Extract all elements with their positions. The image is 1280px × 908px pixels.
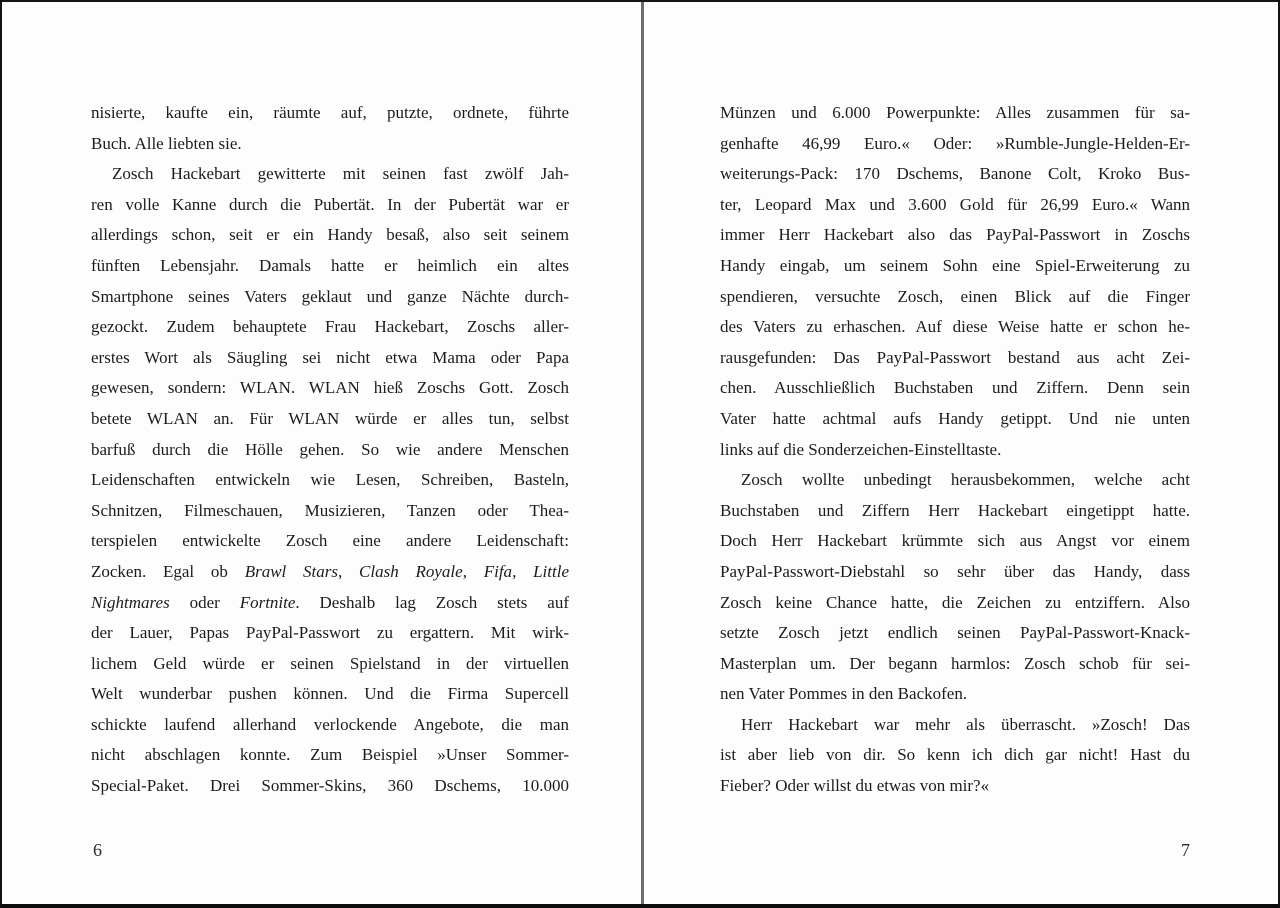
text-line: Doch Herr Hackebart krümmte sich aus Angst vor einem bbox=[720, 531, 1190, 551]
text-line: des Vaters zu erhaschen. Auf diese Weise hatte er schon he- bbox=[720, 317, 1190, 337]
text-line: Herr Hackebart war mehr als überrascht. »Zosch! Das bbox=[741, 714, 1190, 734]
text-line: Münzen und 6.000 Powerpunkte: Alles zusammen für sa- bbox=[720, 103, 1190, 122]
text-line: Zocken. Egal ob Brawl Stars, Clash Royale, Fifa, Little bbox=[91, 561, 569, 581]
text-line: barfuß durch die Hölle gehen. So wie andere Menschen bbox=[91, 439, 569, 459]
text-line: Schnitzen, Filmeschauen, Musizieren, Tanzen oder Thea- bbox=[91, 500, 569, 520]
text-line: Zosch Hackebart gewitterte mit seinen fast zwölf Jah- bbox=[112, 164, 569, 184]
left-page bbox=[2, 2, 641, 904]
text-line: immer Herr Hackebart also das PayPal-Passwort in Zoschs bbox=[720, 225, 1190, 245]
text-line: PayPal-Passwort-Diebstahl so sehr über das Handy, dass bbox=[720, 561, 1190, 581]
text-line: Vater hatte achtmal aufs Handy getippt. Und nie unten bbox=[720, 408, 1190, 428]
text-line: ter, Leopard Max und 3.600 Gold für 26,99 Euro.« Wann bbox=[720, 194, 1190, 214]
text-line: rausgefunden: Das PayPal-Passwort bestand aus acht Zei- bbox=[720, 347, 1190, 367]
text-line: Masterplan um. Der begann harmlos: Zosch schob für sei- bbox=[720, 653, 1190, 673]
text-line: gezockt. Zudem behauptete Frau Hackebart, Zoschs aller- bbox=[91, 317, 569, 337]
text-line: Welt wunderbar pushen können. Und die Firma Supercell bbox=[91, 684, 569, 704]
text-line: Nightmares oder Fortnite. Deshalb lag Zosch stets auf bbox=[91, 592, 569, 612]
text-line: ren volle Kanne durch die Pubertät. In der Pubertät war er bbox=[91, 194, 569, 214]
text-line: nen Vater Pommes in den Backofen. bbox=[720, 684, 968, 704]
text-line: Buch. Alle liebten sie. bbox=[91, 133, 242, 153]
text-line: chen. Ausschließlich Buchstaben und Ziffern. Denn sein bbox=[720, 378, 1190, 398]
text-line: Handy eingab, um seinem Sohn eine Spiel-Erweiterung zu bbox=[720, 255, 1190, 275]
text-line: Smartphone seines Vaters geklaut und ganze Nächte durch- bbox=[91, 286, 569, 306]
left-page-text bbox=[91, 98, 569, 802]
right-page-text bbox=[720, 98, 1190, 802]
text-line: betete WLAN an. Für WLAN würde er alles tun, selbst bbox=[91, 408, 569, 428]
page-number-left: 6 bbox=[93, 840, 102, 860]
text-line: fünften Lebensjahr. Damals hatte er heimlich ein altes bbox=[91, 255, 569, 275]
text-line: nicht abschlagen konnte. Zum Beispiel »Unser Sommer- bbox=[91, 745, 569, 765]
text-line: links auf die Sonderzeichen-Einstelltaste. bbox=[720, 439, 1002, 459]
text-line: Zosch keine Chance hatte, die Zeichen zu entziffern. Also bbox=[720, 592, 1190, 612]
text-line: Zosch wollte unbedingt herausbekommen, welche acht bbox=[741, 470, 1190, 490]
text-line: terspielen entwickelte Zosch eine andere Leidenschaft: bbox=[91, 531, 569, 551]
text-line: erstes Wort als Säugling sei nicht etwa Mama oder Papa bbox=[91, 347, 569, 367]
text-line: gewesen, sondern: WLAN. WLAN hieß Zoschs Gott. Zosch bbox=[91, 378, 569, 398]
text-line: allerdings schon, seit er ein Handy besaß, also seit seinem bbox=[91, 225, 569, 245]
text-line: spendieren, versuchte Zosch, einen Blick auf die Finger bbox=[720, 286, 1190, 306]
text-line: Special-Paket. Drei Sommer-Skins, 360 Dschems, 10.000 bbox=[91, 776, 569, 796]
text-line: Leidenschaften entwickeln wie Lesen, Schreiben, Basteln, bbox=[91, 470, 569, 490]
text-line: setzte Zosch jetzt endlich seinen PayPal-Passwort-Knack- bbox=[720, 623, 1190, 643]
text-line: lichem Geld würde er seinen Spielstand in der virtuellen bbox=[91, 653, 569, 673]
text-line: der Lauer, Papas PayPal-Passwort zu ergattern. Mit wirk- bbox=[91, 623, 569, 643]
text-line: genhafte 46,99 Euro.« Oder: »Rumble-Jungle-Helden-Er- bbox=[720, 133, 1190, 153]
text-line: ist aber lieb von dir. So kenn ich dich gar nicht! Hast du bbox=[720, 745, 1190, 765]
text-line: Buchstaben und Ziffern Herr Hackebart eingetippt hatte. bbox=[720, 500, 1190, 520]
text-line: nisierte, kaufte ein, räumte auf, putzte, ordnete, führte bbox=[91, 103, 569, 122]
text-line: Fieber? Oder willst du etwas von mir?« bbox=[720, 776, 990, 796]
right-page bbox=[644, 2, 1280, 904]
text-line: weiterungs-Pack: 170 Dschems, Banone Colt, Kroko Bus- bbox=[720, 164, 1190, 184]
page-number-right: 7 bbox=[1181, 840, 1190, 860]
text-line: schickte laufend allerhand verlockende Angebote, die man bbox=[91, 714, 569, 734]
